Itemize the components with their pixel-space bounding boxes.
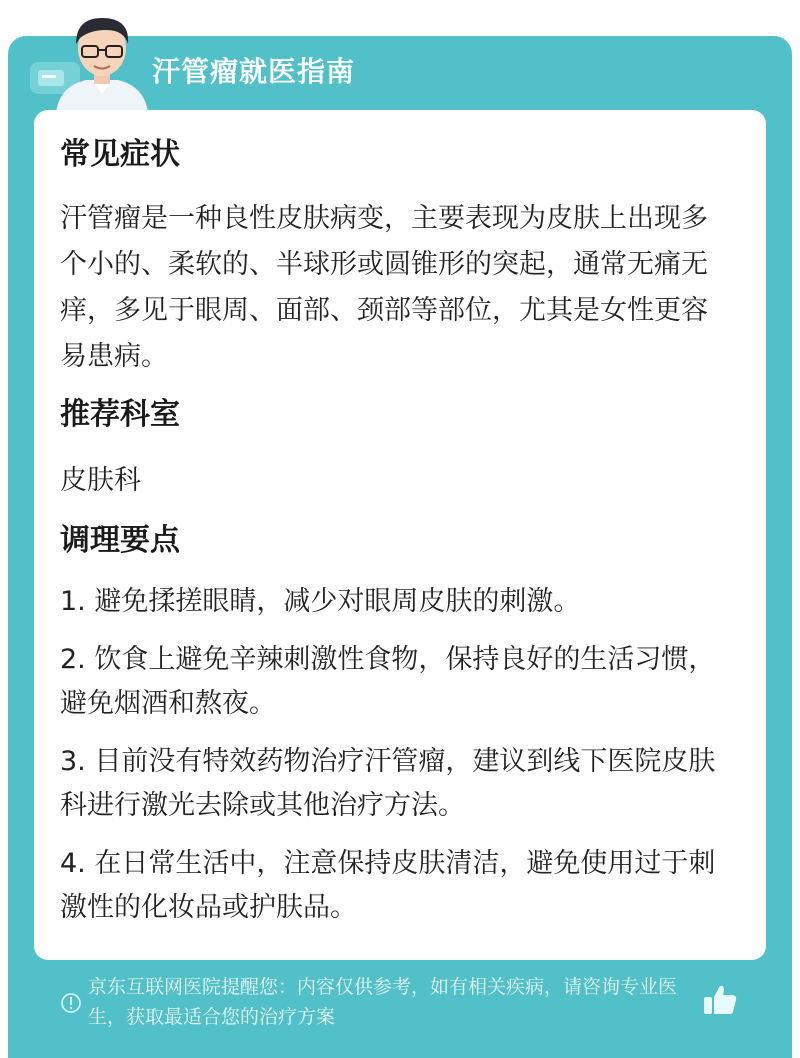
care-heading: 调理要点 <box>60 523 180 558</box>
thumbs-up-icon[interactable] <box>702 982 738 1018</box>
content-panel <box>34 110 766 960</box>
care-item: 2. 饮食上避免辛辣刺激性食物，保持良好的生活习惯，避免烟酒和熬夜。 <box>60 644 716 719</box>
care-item: 1. 避免揉搓眼睛，减少对眼周皮肤的刺激。 <box>60 586 581 617</box>
symptoms-heading: 常见症状 <box>60 137 180 172</box>
symptoms-text: 汗管瘤是一种良性皮肤病变，主要表现为皮肤上出现多个小的、柔软的、半球形或圆锥形的突起，通常无痛无痒，多见于眼周、面部、颈部等部位，尤其是女性更容易患病。 <box>60 203 708 372</box>
doctor-avatar <box>46 8 158 112</box>
care-item: 3. 目前没有特效药物治疗汗管瘤，建议到线下医院皮肤科进行激光去除或其他治疗方法。 <box>60 746 716 821</box>
page-title: 汗管瘤就医指南 <box>152 55 356 88</box>
disclaimer-text: 京东互联网医院提醒您：内容仅供参考，如有相关疾病，请咨询专业医生，获取最适合您的治疗方案 <box>88 976 678 1028</box>
info-icon <box>60 992 82 1014</box>
care-item: 4. 在日常生活中，注意保持皮肤清洁，避免使用过于刺激性的化妆品或护肤品。 <box>60 848 716 923</box>
department-heading: 推荐科室 <box>60 397 180 432</box>
department-text: 皮肤科 <box>60 465 141 496</box>
